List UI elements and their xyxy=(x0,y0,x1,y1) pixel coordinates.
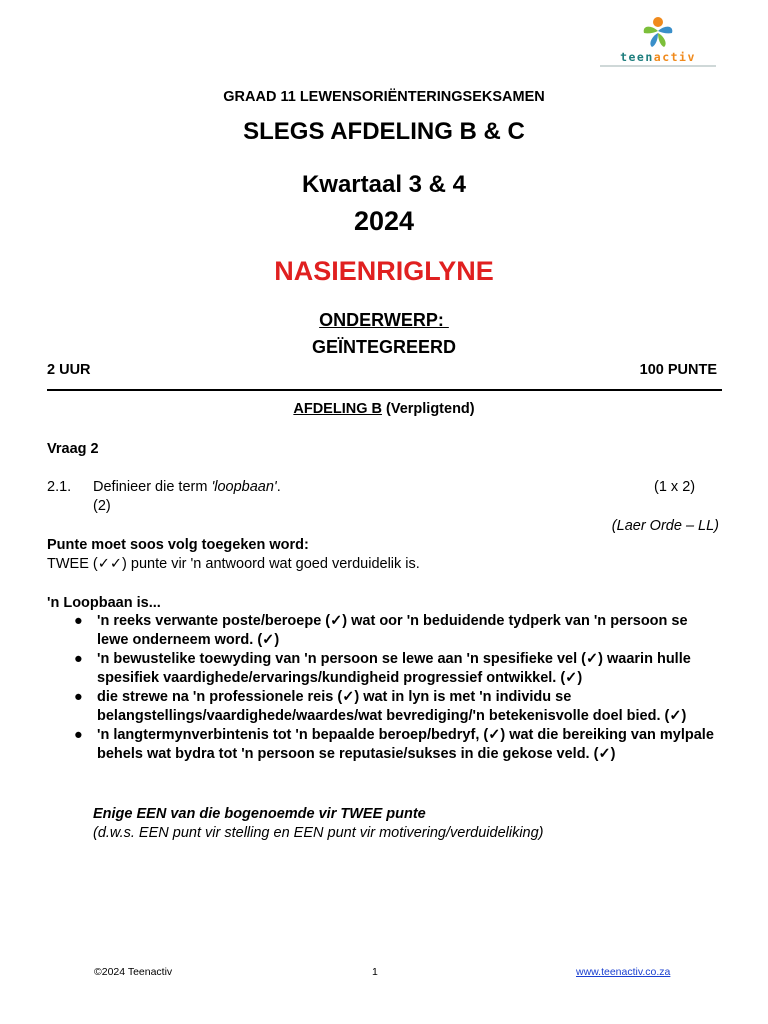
sections-title: SLEGS AFDELING B & C xyxy=(243,118,525,145)
bullet-icon: ● xyxy=(74,689,83,705)
award-text: TWEE (✓✓) punte vir 'n antwoord wat goed verduidelik is. xyxy=(47,556,420,572)
bullet-icon: ● xyxy=(74,613,83,629)
teenactiv-logo xyxy=(596,16,720,68)
section-note: (Verpligtend) xyxy=(386,401,475,417)
total-marks: 100 PUNTE xyxy=(639,362,717,378)
list-item xyxy=(70,726,720,764)
question-number: 2.1. xyxy=(47,479,72,495)
award-heading: Punte moet soos volg toegeken word: xyxy=(47,537,309,553)
question-total: (2) xyxy=(93,498,111,514)
marking-note: Enige EEN van die bogenoemde vir TWEE punte xyxy=(93,806,426,822)
subject-value: GEÏNTEGREERD xyxy=(311,337,457,357)
list-item-text: 'n reeks verwante poste/beroepe (✓) wat oor 'n beduidende tydperk van 'n persoon se lewe onderneem word. (✓) xyxy=(97,613,688,648)
section-heading xyxy=(0,401,768,417)
term-title: Kwartaal 3 & 4 xyxy=(301,171,467,198)
list-item-text: 'n bewustelike toewyding van 'n persoon se lewe aan 'n spesifieke vel (✓) waarin hulle spesifiek vaardighede/ervarings/kundigheid progressief ontwikkel. (✓) xyxy=(97,651,691,686)
memo-title: NASIENRIGLYNE xyxy=(274,256,494,286)
exam-title: GRAAD 11 LEWENSORIËNTERINGSEKSAMEN xyxy=(223,89,545,105)
list-item xyxy=(70,688,720,726)
answer-list xyxy=(70,612,720,764)
cognitive-level: (Laer Orde – LL) xyxy=(611,518,719,534)
list-item xyxy=(70,650,720,688)
footer-copyright: ©2024 Teenactiv xyxy=(94,966,173,978)
duration: 2 UUR xyxy=(47,362,91,378)
answer-intro: 'n Loopbaan is... xyxy=(47,595,161,611)
logo-wordmark: teenactiv xyxy=(620,50,696,64)
exam-meta-row xyxy=(47,362,717,378)
logo-tagline xyxy=(600,65,716,67)
logo-figure-icon xyxy=(596,16,720,50)
question-text xyxy=(93,478,281,496)
question-mark-breakdown: (1 x 2) xyxy=(654,479,696,495)
subject-label: ONDERWERP: xyxy=(319,310,449,330)
question-term: 'loopbaan' xyxy=(211,479,277,495)
question-text-pre: Definieer die term xyxy=(93,479,212,495)
question-text-post: . xyxy=(276,479,281,495)
bullet-icon: ● xyxy=(74,651,83,667)
section-title: AFDELING B xyxy=(293,401,382,417)
list-item xyxy=(70,612,720,650)
list-item-text: die strewe na 'n professionele reis (✓) wat in lyn is met 'n individu se belangstellings/vaardighede/waardes/wat bevrediging/'n betekenisvolle doel bied. (✓) xyxy=(97,689,687,724)
question-heading: Vraag 2 xyxy=(47,441,99,457)
bullet-icon: ● xyxy=(74,727,83,743)
list-item-text: 'n langtermynverbintenis tot 'n bepaalde beroep/bedryf, (✓) wat die bereiking van mylpale behels wat bydra tot 'n persoon se reputasie/sukses in die gekose veld. (✓) xyxy=(97,727,714,762)
marking-note-detail: (d.w.s. EEN punt vir stelling en EEN punt vir motivering/verduideliking) xyxy=(93,825,544,841)
footer-website-link[interactable]: www.teenactiv.co.za xyxy=(576,966,671,978)
page-number: 1 xyxy=(372,966,378,978)
divider xyxy=(47,389,722,391)
year-title: 2024 xyxy=(353,206,415,236)
